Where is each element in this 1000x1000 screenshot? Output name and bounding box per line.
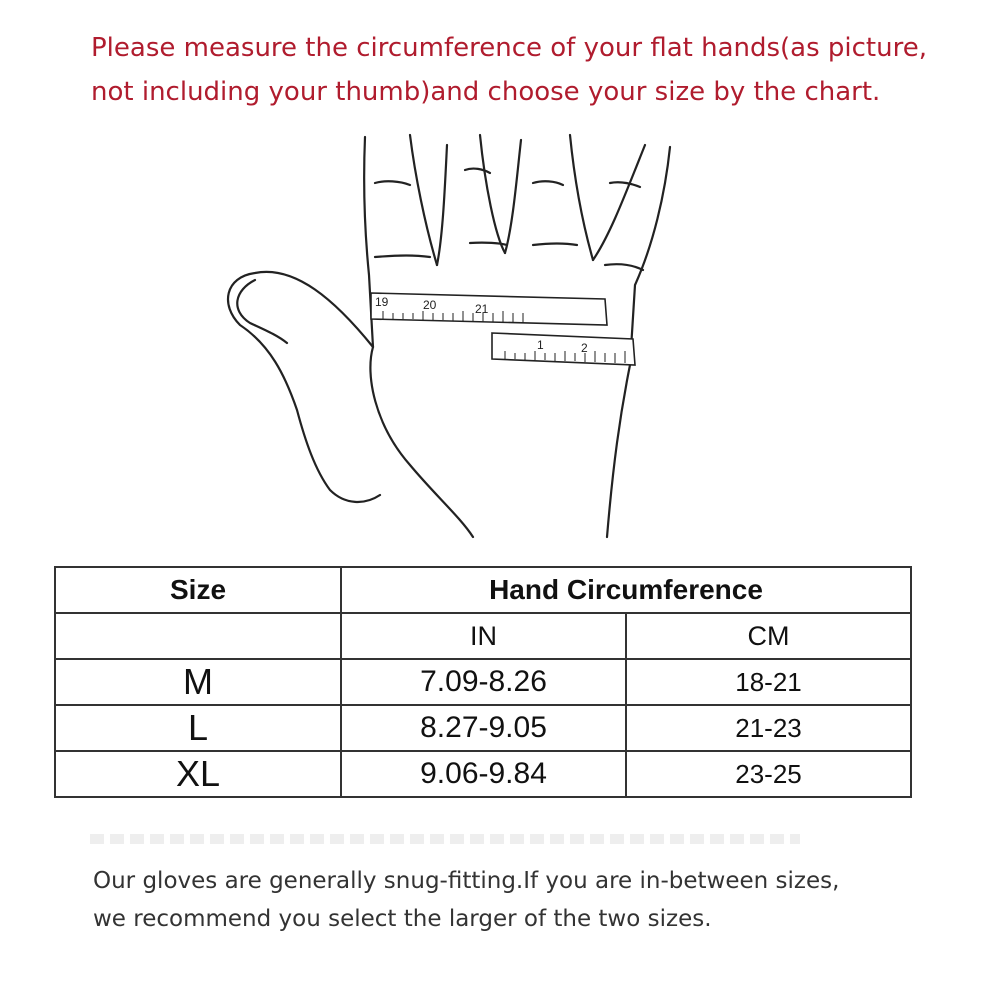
finger-line-1 (410, 135, 437, 265)
table-header-row (55, 567, 911, 613)
tape-tick-1: 1 (537, 338, 544, 352)
header-hand-circumference: Hand Circumference (341, 567, 911, 613)
finger-line-6 (593, 145, 645, 260)
cm-cell: 21-23 (626, 705, 911, 751)
tape-tick-21: 21 (475, 302, 489, 316)
note-line-2: we recommend you select the larger of the two sizes. (93, 906, 712, 932)
finger-line-4 (505, 140, 521, 253)
thumb-nail (237, 280, 287, 343)
inch-cell: 8.27-9.05 (341, 705, 626, 751)
tape-tick-20: 20 (423, 298, 437, 312)
size-cell: L (55, 705, 341, 751)
cm-cell: 18-21 (626, 659, 911, 705)
inch-cell: 9.06-9.84 (341, 751, 626, 797)
table-row (55, 659, 911, 705)
unit-cm: CM (626, 613, 911, 659)
instruction-line-2: not including your thumb)and choose your size by the chart. (91, 77, 881, 107)
note-line-1: Our gloves are generally snug-fitting.If you are in-between sizes, (93, 868, 840, 894)
sizing-note (93, 862, 953, 938)
unit-in: IN (341, 613, 626, 659)
cm-cell: 23-25 (626, 751, 911, 797)
palm-left-edge (364, 137, 473, 537)
inch-cell: 7.09-8.26 (341, 659, 626, 705)
hand-measurement-illustration (215, 125, 675, 545)
instruction-line-1: Please measure the circumference of your flat hands(as picture, (91, 33, 927, 63)
measuring-tape (371, 293, 635, 365)
table-row (55, 705, 911, 751)
size-cell: M (55, 659, 341, 705)
faded-divider (90, 834, 800, 844)
size-chart-table (54, 566, 912, 798)
instruction-text (91, 26, 971, 114)
finger-line-3 (480, 135, 505, 253)
tape-tick-19: 19 (375, 295, 389, 309)
table-row (55, 751, 911, 797)
size-cell: XL (55, 751, 341, 797)
finger-line-2 (437, 145, 447, 265)
table-unit-row (55, 613, 911, 659)
header-size: Size (55, 567, 341, 613)
unit-empty-cell (55, 613, 341, 659)
tape-tick-2: 2 (581, 341, 588, 355)
finger-line-5 (570, 135, 593, 260)
thumb-outline (228, 272, 380, 502)
